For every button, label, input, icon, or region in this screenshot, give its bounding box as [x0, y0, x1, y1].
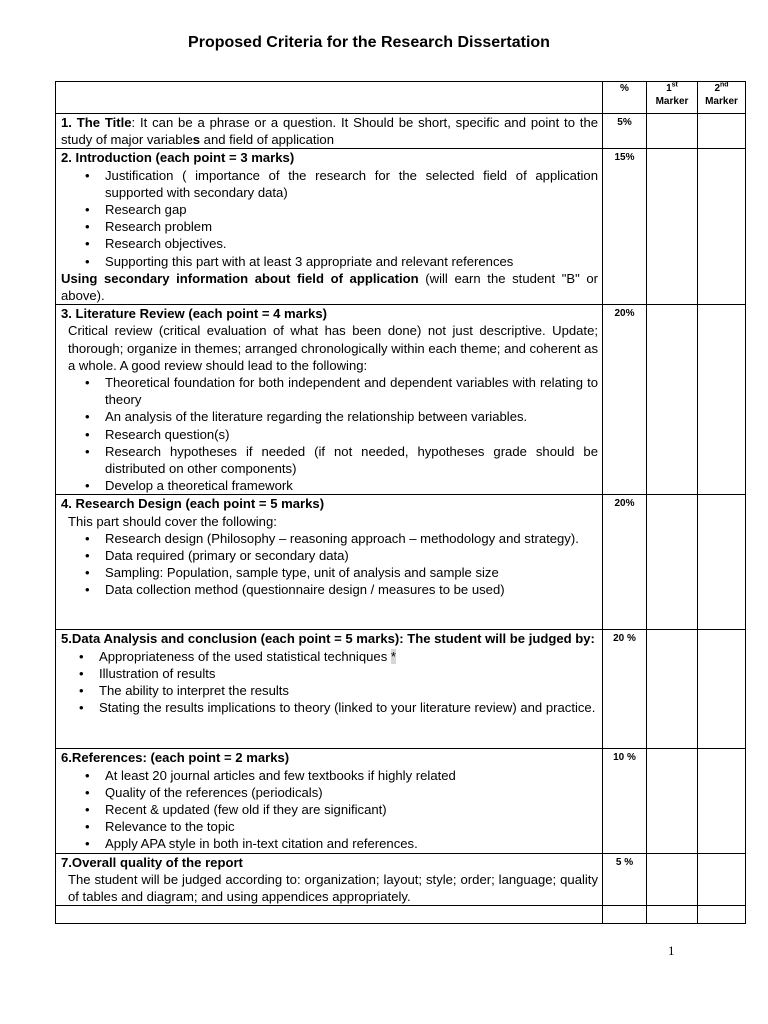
empty-cell	[603, 906, 647, 924]
marker1-cell[interactable]	[647, 630, 698, 749]
marker2-cell[interactable]	[698, 749, 746, 853]
list-item: • Relevance to the topic	[105, 818, 598, 835]
table-row-empty	[56, 906, 746, 924]
marker2-cell[interactable]	[698, 906, 746, 924]
criterion-list	[61, 530, 598, 599]
list-item: • Research question(s)	[105, 426, 598, 443]
marker1-cell[interactable]	[647, 114, 698, 149]
marker2-cell[interactable]	[698, 630, 746, 749]
criterion-list	[61, 167, 598, 270]
criterion-intro: This part should cover the following:	[68, 513, 277, 529]
list-item: • Research objectives.	[105, 235, 598, 252]
second-marker-number: 2	[714, 83, 720, 94]
criterion-heading: 4. Research Design (each point = 5 marks)	[61, 496, 325, 512]
list-item: • Data required (primary or secondary data)	[105, 547, 598, 564]
list-item: • Data collection method (questionnaire design / measures to be used)	[105, 581, 598, 598]
list-item: • An analysis of the literature regarding the relationship between variables.	[105, 408, 598, 425]
marker1-cell[interactable]	[647, 495, 698, 630]
list-item	[99, 648, 598, 665]
marker2-cell[interactable]	[698, 495, 746, 630]
criterion-list	[61, 648, 598, 717]
list-item: • The ability to interpret the results	[99, 682, 598, 699]
percent-cell: 20%	[603, 495, 647, 630]
criterion-title	[56, 114, 603, 149]
second-marker-header	[698, 82, 746, 114]
marker2-cell[interactable]	[698, 853, 746, 906]
table-row-title	[56, 114, 746, 149]
percent-cell: 10 %	[603, 749, 647, 853]
first-marker-number: 1	[666, 83, 672, 94]
criterion-text-bold: s	[192, 132, 201, 148]
list-item: • At least 20 journal articles and few textbooks if highly related	[105, 767, 598, 784]
first-marker-sup: st	[671, 81, 678, 89]
criterion-heading: 7.Overall quality of the report	[61, 854, 243, 870]
list-item-text: Appropriateness of the used statistical techniques	[99, 648, 391, 664]
criterion-note: (will earn the student "B" or above).	[61, 270, 599, 304]
list-item: • Research problem	[105, 218, 598, 235]
second-marker-sup: nd	[720, 81, 729, 89]
list-item: • Illustration of results	[99, 665, 598, 682]
marker2-cell[interactable]	[698, 114, 746, 149]
table-row-introduction	[56, 149, 746, 305]
marker1-cell[interactable]	[647, 749, 698, 853]
criterion-heading: 5.Data Analysis and conclusion (each point = 5 marks): The student will be judged by:	[61, 631, 595, 647]
criterion-heading: 3. Literature Review (each point = 4 marks)	[61, 306, 327, 322]
list-item: • Justification ( importance of the research for the selected field of application supported with secondary data)	[105, 167, 598, 201]
list-item: • Research hypotheses if needed (if not needed, hypotheses grade should be distributed on other components)	[105, 443, 598, 477]
criteria-header-cell	[56, 82, 603, 114]
criterion-literature	[56, 305, 603, 495]
criterion-text: and field of application	[200, 132, 334, 148]
list-item: • Recent & updated (few old if they are significant)	[105, 801, 598, 818]
table-row-analysis	[56, 630, 746, 749]
marker1-cell[interactable]	[647, 305, 698, 495]
percent-cell: 20 %	[603, 630, 647, 749]
list-item: • Theoretical foundation for both independent and dependent variables with relating to theory	[105, 374, 598, 408]
list-item: • Research gap	[105, 201, 598, 218]
page-number: 1	[668, 943, 675, 958]
header-row	[56, 82, 746, 114]
list-item: • Research design (Philosophy – reasoning approach – methodology and strategy).	[105, 530, 598, 547]
asterisk-mark: *	[390, 648, 396, 664]
list-item: • Develop a theoretical framework	[105, 477, 598, 494]
marker2-cell[interactable]	[698, 149, 746, 305]
criterion-heading: 6.References: (each point = 2 marks)	[61, 750, 290, 766]
criterion-introduction	[56, 149, 603, 305]
list-item: • Stating the results implications to theory (linked to your literature review) and practice.	[99, 699, 598, 716]
percent-cell: 20%	[603, 305, 647, 495]
percent-header: %	[603, 82, 647, 114]
table-row-literature	[56, 305, 746, 495]
table-row-design	[56, 495, 746, 630]
list-item: • Quality of the references (periodicals)	[105, 784, 598, 801]
table-row-quality	[56, 853, 746, 906]
criterion-text: : It can be a phrase or a question. It Should be short, specific and point to the study of major variable	[61, 115, 599, 148]
criterion-note-bold: Using secondary information about field of application	[61, 270, 419, 286]
criterion-references	[56, 749, 603, 853]
criterion-intro: Critical review (critical evaluation of what has been done) not just descriptive. Update; thorough; organize in themes; arranged chronologically within each theme; and coherent as a whole. A good review should lead to the following:	[68, 323, 598, 373]
percent-cell: 15%	[603, 149, 647, 305]
criterion-heading: 2. Introduction (each point = 3 marks)	[61, 150, 295, 166]
marker1-cell[interactable]	[647, 149, 698, 305]
percent-cell: 5%	[603, 114, 647, 149]
page-title: Proposed Criteria for the Research Dissertation	[188, 34, 550, 51]
criterion-list	[61, 374, 598, 494]
list-item: • Sampling: Population, sample type, unit of analysis and sample size	[105, 564, 598, 581]
criterion-quality	[56, 853, 603, 906]
empty-cell	[56, 906, 603, 924]
criterion-intro: The student will be judged according to: organization; layout; style; order; language; quality of tables and diagram; and using appendices appropriately.	[68, 871, 598, 905]
first-marker-label: Marker	[655, 96, 689, 107]
criteria-table	[55, 81, 746, 924]
percent-cell: 5 %	[603, 853, 647, 906]
criterion-heading: 1. The Title	[61, 115, 132, 130]
first-marker-header	[647, 82, 698, 114]
second-marker-label: Marker	[705, 96, 738, 107]
list-item: • Apply APA style in both in-text citation and references.	[105, 835, 598, 852]
marker1-cell[interactable]	[647, 906, 698, 924]
marker1-cell[interactable]	[647, 853, 698, 906]
criterion-design	[56, 495, 603, 630]
marker2-cell[interactable]	[698, 305, 746, 495]
criterion-list	[61, 767, 598, 853]
criterion-analysis	[56, 630, 603, 749]
list-item: • Supporting this part with at least 3 appropriate and relevant references	[105, 253, 598, 270]
table-row-references	[56, 749, 746, 853]
